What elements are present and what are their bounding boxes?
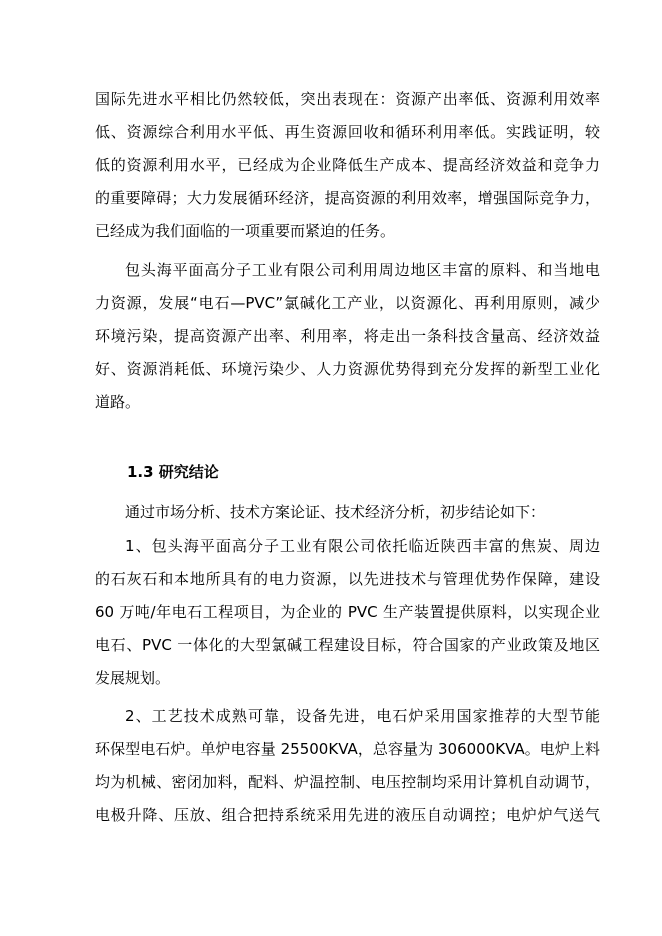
paragraph-company-development bbox=[95, 254, 600, 419]
text-line: 发展规划。 bbox=[95, 669, 171, 687]
text-line: 力资源，发展“电石—PVC”氯碱化工产业，以资源化、再利用原则，减少 bbox=[95, 294, 600, 312]
text-line: 环境污染，提高资源产出率、利用率，将走出一条科技含量高、经济效益 bbox=[95, 327, 600, 345]
text-line: 低的资源利用水平，已经成为企业降低生产成本、提高经济效益和竞争力 bbox=[95, 156, 600, 174]
text-line: 环保型电石炉。单炉电容量 25500KVA，总容量为 306000KVA。电炉上料 bbox=[95, 740, 600, 758]
text-line: 的石灰石和本地所具有的电力资源，以先进技术与管理优势作保障，建设 bbox=[95, 570, 600, 588]
paragraph-conclusion-2 bbox=[95, 700, 600, 832]
text-line: 好、资源消耗低、环境污染少、人力资源优势得到充分发挥的新型工业化 bbox=[95, 360, 600, 378]
text-line: 已经成为我们面临的一项重要而紧迫的任务。 bbox=[95, 222, 396, 240]
text-line: 道路。 bbox=[95, 393, 141, 411]
text-line: 包头海平面高分子工业有限公司利用周边地区丰富的原料、和当地电 bbox=[125, 261, 600, 279]
text-line: 1、包头海平面高分子工业有限公司依托临近陕西丰富的焦炭、周边 bbox=[125, 537, 600, 555]
text-line: 的重要障碍；大力发展循环经济，提高资源的利用效率，增强国际竞争力， bbox=[95, 189, 600, 207]
text-line: 低、资源综合利用水平低、再生资源回收和循环利用率低。实践证明，较 bbox=[95, 123, 600, 141]
paragraph-conclusion-1 bbox=[95, 530, 600, 695]
paragraph-conclusion-intro bbox=[95, 496, 600, 529]
text-line: 均为机械、密闭加料，配料、炉温控制、电压控制均采用计算机自动调节， bbox=[95, 773, 600, 791]
text-line: 2、工艺技术成熟可靠，设备先进，电石炉采用国家推荐的大型节能 bbox=[125, 707, 600, 725]
text-line: 60 万吨/年电石工程项目，为企业的 PVC 生产装置提供原料，以实现企业 bbox=[95, 603, 600, 621]
text-line: 国际先进水平相比仍然较低，突出表现在：资源产出率低、资源利用效率 bbox=[95, 90, 600, 108]
text-line: 电极升降、压放、组合把持系统采用先进的液压自动调控；电炉炉气送气 bbox=[95, 806, 600, 824]
paragraph-resource-efficiency bbox=[95, 83, 600, 248]
section-heading: 1.3 研究结论 bbox=[127, 463, 219, 481]
text-line: 电石、PVC 一体化的大型氯碱工程建设目标，符合国家的产业政策及地区 bbox=[95, 636, 600, 654]
text-line: 通过市场分析、技术方案论证、技术经济分析，初步结论如下： bbox=[125, 503, 546, 521]
